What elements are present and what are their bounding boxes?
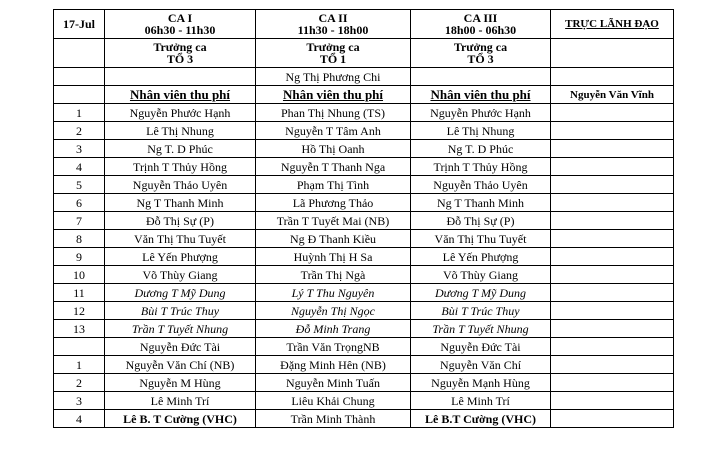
section-title-3: Nhân viên thu phí (411, 86, 551, 104)
shift-1-staff: Trần T Tuyết Nhung (105, 320, 256, 338)
lead-name-3 (411, 68, 551, 86)
row-number: 8 (54, 230, 105, 248)
cell-blank (54, 68, 105, 86)
shift-2-staff: Liêu Khải Chung (256, 392, 411, 410)
lead-label: Trưởng ca (153, 40, 207, 54)
shift-3-staff: Dương T Mỹ Dung (411, 284, 551, 302)
shift-1-header (105, 10, 256, 39)
shift-1-name: CA I (167, 11, 193, 25)
shift-1-staff: Ng T. D Phúc (105, 140, 256, 158)
lead-name-row (54, 68, 674, 86)
table-row (54, 176, 674, 194)
shift-1-staff: Bùi T Trúc Thuy (105, 302, 256, 320)
shift-schedule-table (53, 9, 674, 428)
leader-cell (551, 266, 674, 284)
table-row (54, 410, 674, 428)
shift-2-staff: Hồ Thị Oanh (256, 140, 411, 158)
shift-2-staff: Lã Phương Thảo (256, 194, 411, 212)
shift-1-staff: Lê Thị Nhung (105, 122, 256, 140)
cell-blank (551, 68, 674, 86)
table-row (54, 212, 674, 230)
table-row (54, 392, 674, 410)
row-number: 4 (54, 410, 105, 428)
shift-3-name: CA III (463, 11, 498, 25)
leader-cell (551, 392, 674, 410)
table-row (54, 302, 674, 320)
shift-2-time: 11h30 - 18h00 (297, 23, 369, 37)
shift-3-staff: Lê Yến Phượng (411, 248, 551, 266)
shift-2-staff: Nguyễn T Thanh Nga (256, 158, 411, 176)
row-number: 7 (54, 212, 105, 230)
leader-cell (551, 320, 674, 338)
lead-team: TỔ 1 (319, 52, 347, 66)
leader-header: TRỰC LÃNH ĐẠO (551, 10, 674, 39)
shift-1-staff: Lê Minh Trí (105, 392, 256, 410)
shift-2-staff: Phan Thị Nhung (TS) (256, 104, 411, 122)
date-cell: 17-Jul (54, 10, 105, 39)
lead-name-2: Ng Thị Phương Chi (256, 68, 411, 86)
shift-3-staff: Võ Thùy Giang (411, 266, 551, 284)
table-row (54, 122, 674, 140)
shift-3-time: 18h00 - 06h30 (444, 23, 517, 37)
leader-cell (551, 194, 674, 212)
lead-team: TỔ 3 (467, 52, 494, 66)
shift-2-staff: Trần T Tuyết Mai (NB) (256, 212, 411, 230)
shift-2-staff: Huỳnh Thị H Sa (256, 248, 411, 266)
row-number: 1 (54, 104, 105, 122)
leader-cell (551, 212, 674, 230)
shift-3-staff: Nguyễn Văn Chí (411, 356, 551, 374)
shift-2-staff: Trần Văn TrọngNB (256, 338, 411, 356)
shift-1-staff: Đỗ Thị Sự (P) (105, 212, 256, 230)
shift-1-staff: Nguyễn M Hùng (105, 374, 256, 392)
shift-2-header (256, 10, 411, 39)
shift-2-staff: Trần Thị Ngà (256, 266, 411, 284)
cell-blank (54, 86, 105, 104)
leader-cell (551, 140, 674, 158)
shift-1-staff: Nguyễn Văn Chí (NB) (105, 356, 256, 374)
leader-cell (551, 122, 674, 140)
row-number: 13 (54, 320, 105, 338)
row-number: 4 (54, 158, 105, 176)
shift-2-name: CA II (318, 11, 348, 25)
header-row (54, 10, 674, 39)
row-number: 9 (54, 248, 105, 266)
section-title-1: Nhân viên thu phí (105, 86, 256, 104)
shift-3-staff: Trần T Tuyết Nhung (411, 320, 551, 338)
leader-cell (551, 284, 674, 302)
shift-3-staff: Lê Minh Trí (411, 392, 551, 410)
row-number: 6 (54, 194, 105, 212)
table-row (54, 320, 674, 338)
row-number: 12 (54, 302, 105, 320)
leader-blank (551, 39, 674, 68)
row-number: 3 (54, 140, 105, 158)
shift-1-staff: Nguyễn Đức Tài (105, 338, 256, 356)
table-row (54, 266, 674, 284)
row-number: 1 (54, 356, 105, 374)
shift-3-staff: Văn Thị Thu Tuyết (411, 230, 551, 248)
shift-1-staff: Lê B. T Cường (VHC) (105, 410, 256, 428)
shift-3-staff: Ng T Thanh Minh (411, 194, 551, 212)
lead-row-blank (54, 39, 105, 68)
shift-1-staff: Dương T Mỹ Dung (105, 284, 256, 302)
shift-1-lead (105, 39, 256, 68)
shift-1-staff: Trịnh T Thủy Hồng (105, 158, 256, 176)
shift-2-staff: Lý T Thu Nguyên (256, 284, 411, 302)
row-number: 2 (54, 374, 105, 392)
shift-3-staff: Nguyễn Phước Hạnh (411, 104, 551, 122)
shift-3-lead (411, 39, 551, 68)
table-row (54, 284, 674, 302)
shift-3-staff: Bùi T Trúc Thuy (411, 302, 551, 320)
row-number: 10 (54, 266, 105, 284)
row-number: 5 (54, 176, 105, 194)
shift-2-staff: Đặng Minh Hên (NB) (256, 356, 411, 374)
row-number: 3 (54, 392, 105, 410)
shift-1-time: 06h30 - 11h30 (144, 23, 216, 37)
leader-name: Nguyễn Văn Vĩnh (551, 86, 674, 104)
table-row (54, 158, 674, 176)
shift-2-staff: Ng Đ Thanh Kiều (256, 230, 411, 248)
shift-1-staff: Võ Thùy Giang (105, 266, 256, 284)
leader-cell (551, 230, 674, 248)
shift-3-staff: Nguyễn Mạnh Hùng (411, 374, 551, 392)
shift-2-staff: Phạm Thị Tình (256, 176, 411, 194)
leader-cell (551, 104, 674, 122)
shift-1-staff: Văn Thị Thu Tuyết (105, 230, 256, 248)
row-number: 11 (54, 284, 105, 302)
shift-3-staff: Ng T. D Phúc (411, 140, 551, 158)
lead-name-1 (105, 68, 256, 86)
leader-cell (551, 338, 674, 356)
shift-2-staff: Nguyễn Thị Ngọc (256, 302, 411, 320)
table-row (54, 356, 674, 374)
table-row (54, 140, 674, 158)
leader-cell (551, 410, 674, 428)
shift-1-staff: Nguyễn Phước Hạnh (105, 104, 256, 122)
shift-3-staff: Lê Thị Nhung (411, 122, 551, 140)
shift-1-staff: Ng T Thanh Minh (105, 194, 256, 212)
lead-team: TỔ 3 (166, 52, 194, 66)
section-row (54, 86, 674, 104)
lead-row (54, 39, 674, 68)
table-row (54, 194, 674, 212)
leader-cell (551, 356, 674, 374)
shift-3-staff: Đỗ Thị Sự (P) (411, 212, 551, 230)
shift-2-staff: Đỗ Minh Trang (256, 320, 411, 338)
shift-2-lead (256, 39, 411, 68)
shift-2-staff: Nguyễn T Tâm Anh (256, 122, 411, 140)
shift-2-staff: Trần Minh Thành (256, 410, 411, 428)
shift-3-header (411, 10, 551, 39)
table-row (54, 374, 674, 392)
table-row (54, 338, 674, 356)
leader-cell (551, 176, 674, 194)
shift-3-staff: Trịnh T Thủy Hồng (411, 158, 551, 176)
shift-1-staff: Lê Yến Phượng (105, 248, 256, 266)
row-number (54, 338, 105, 356)
section-title-2: Nhân viên thu phí (256, 86, 411, 104)
lead-label: Trưởng ca (453, 40, 508, 54)
shift-3-staff: Nguyễn Thảo Uyên (411, 176, 551, 194)
table-row (54, 230, 674, 248)
shift-3-staff: Nguyễn Đức Tài (411, 338, 551, 356)
table-row (54, 104, 674, 122)
leader-cell (551, 248, 674, 266)
leader-cell (551, 374, 674, 392)
shift-1-staff: Nguyễn Thảo Uyên (105, 176, 256, 194)
shift-2-staff: Nguyễn Minh Tuấn (256, 374, 411, 392)
row-number: 2 (54, 122, 105, 140)
lead-label: Trưởng ca (306, 40, 360, 54)
leader-cell (551, 158, 674, 176)
shift-3-staff: Lê B.T Cường (VHC) (411, 410, 551, 428)
leader-cell (551, 302, 674, 320)
table-row (54, 248, 674, 266)
